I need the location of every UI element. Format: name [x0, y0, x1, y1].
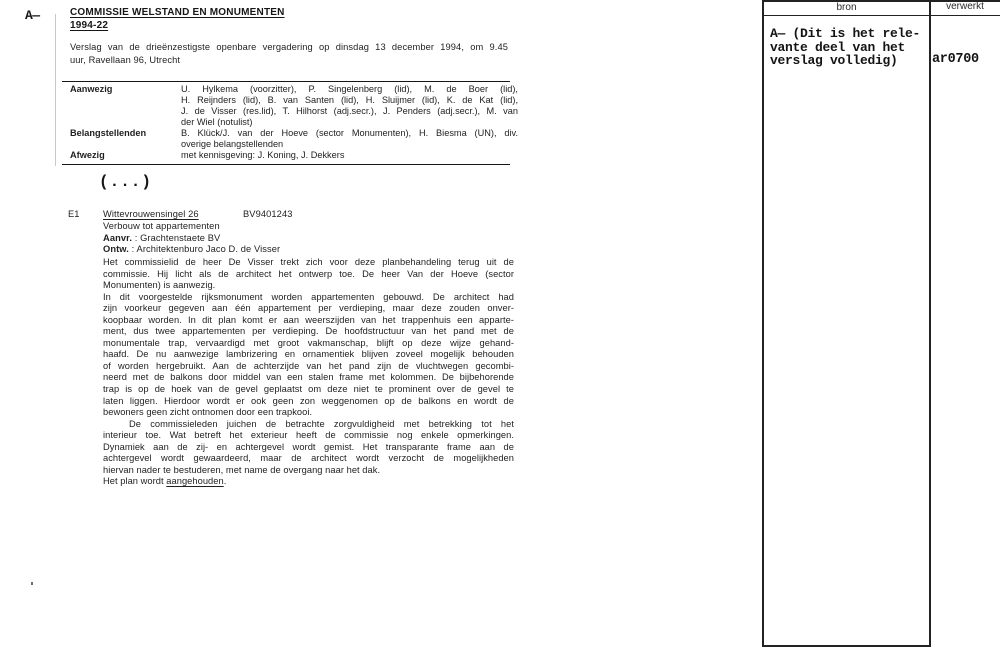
- body-line: neerd met de balkons door middel van een stalen frame met kolommen. De bijbehorende: [103, 372, 514, 383]
- body-line: haafd. De nu aanwezige lambrizering en ornamentiek blijven zoveel mogelijk behouden: [103, 349, 514, 360]
- meeting-intro-line: uur, Ravellaan 96, Utrecht: [70, 55, 181, 65]
- body-line: interieur toe. Wat betreft het exterieur heeft de commissie nog enkele opmerkingen.: [103, 430, 514, 441]
- decision-word: aangehouden: [166, 476, 224, 487]
- attendance-value: [181, 84, 518, 128]
- attendance-label: Afwezig: [70, 150, 105, 160]
- case-subtitle: Verbouw tot appartementen: [103, 220, 220, 231]
- report-number: 1994-22: [70, 19, 109, 31]
- body-line: koopbaar worden. In dit plan komt er aan weerszijden van het trappenhuis een apparte-: [103, 314, 514, 325]
- commission-title: COMMISSIE WELSTAND EN MONUMENTEN: [70, 7, 285, 18]
- verwerkt-code: ar0700: [932, 52, 979, 67]
- body-line: Het commissielid de heer De Visser trekt zich voor deze planbehandeling terug uit de: [103, 257, 514, 267]
- bron-annotation: [770, 27, 928, 68]
- attendance-label: Belangstellenden: [70, 128, 147, 138]
- designer-value: : Architektenburo Jaco D. de Visser: [128, 244, 281, 255]
- case-title-row: [68, 209, 293, 221]
- attendance-value-line: U. Hylkema (voorzitter), P. Singelenberg (lid), M. de Boer (lid),: [181, 84, 518, 94]
- body-line: ment, dus twee appartementen per verdieping. De hoofdstructuur van het pand met de: [103, 326, 514, 337]
- attendance-value-line: J. de Visser (res.lid), T. Hilhorst (adj.secr.), J. Penders (adj.secr.), M. van: [181, 106, 518, 116]
- case-item-number: E1: [68, 209, 80, 219]
- bron-annotation-line: A— (Dit is het rele-: [770, 26, 921, 41]
- body-line: Monumenten) is aanwezig.: [103, 280, 216, 291]
- side-table-left-border: [762, 0, 764, 647]
- body-line: monumentale trap, vervaardigd met groot vakmanschap, blijft op deze wijze gehand-: [103, 337, 514, 348]
- body-line: bewoners geen zicht ontnomen door een trapkooi.: [103, 407, 313, 418]
- case-file-number: BV9401243: [243, 209, 293, 219]
- page-speck: [31, 582, 33, 585]
- attendance-value-line: der Wiel (notulist): [181, 117, 253, 127]
- designer-row: [103, 244, 293, 256]
- attendance-value-line: B. Klück/J. van der Hoeve (sector Monumenten), H. Biesma (UN), div.: [181, 128, 518, 138]
- attendance-row: [62, 150, 510, 161]
- case-street: Wittevrouwensingel 26: [103, 209, 199, 219]
- omission-mark: (...): [99, 173, 153, 191]
- applicant-label: Aanvr.: [103, 232, 133, 243]
- attendance-value-line: overige belangstellenden: [181, 139, 284, 149]
- applicant-row: [103, 233, 293, 245]
- attendance-label: Aanwezig: [70, 84, 113, 94]
- decision-suffix: .: [223, 476, 227, 487]
- attendance-table: [62, 81, 518, 165]
- body-line: trap is op de hoek van de gevel geplaatst om deze niet te prominent over de gevel te: [103, 384, 514, 395]
- body-line: De commissieleden juichen de betrachte zorgvuldigheid met betrekking tot het: [129, 418, 514, 429]
- left-margin-line: [55, 14, 56, 166]
- designer-label: Ontw.: [103, 244, 129, 255]
- body-line: of worden hergebruikt. Aan de achterzijde van het pand zijn de vluchtwegen gecombi-: [103, 360, 514, 371]
- body-line: laten liggen. Hierdoor wordt er ook geen zon weggenomen op de balkons en wordt de: [103, 395, 514, 406]
- body-line: achtergevel wordt gewaardeerd, maar de architect wordt verzocht de mogelijkheden: [103, 453, 514, 464]
- side-table-header-rule: [762, 15, 1000, 17]
- margin-annotation-a: A—: [25, 8, 40, 23]
- attendance-value: [181, 128, 518, 150]
- decision-line: [103, 476, 514, 488]
- meeting-intro-line: Verslag van de drieënzestigste openbare vergadering op dinsdag 13 december 1994, om 9.45: [70, 42, 508, 52]
- bron-annotation-line: verslag volledig): [770, 53, 898, 69]
- body-line: In dit voorgestelde rijksmonument worden appartementen gebouwd. De architect had: [103, 291, 514, 302]
- verwerkt-column-header: verwerkt: [946, 1, 984, 12]
- attendance-value: [181, 150, 518, 161]
- body-line: Dynamiek aan de zij- en achtergevel wordt gemist. Het transparante frame aan de: [103, 441, 514, 452]
- body-line: zijn voorkeur gegeven aan één appartement per verdieping, maar deze zouden onver-: [103, 303, 514, 314]
- side-table-column-divider: [929, 0, 931, 647]
- attendance-value-line: H. Reijnders (lid), B. van Santen (lid), H. Sluijmer (lid), K. de Kat (lid),: [181, 95, 518, 105]
- attendance-row: [62, 128, 518, 150]
- bron-annotation-line: vante deel van het: [770, 39, 906, 55]
- attendance-value-line: met kennisgeving: J. Koning, J. Dekkers: [181, 150, 345, 160]
- header-block: [70, 7, 285, 32]
- meeting-intro: [70, 41, 508, 67]
- bron-column-header: bron: [836, 2, 857, 13]
- case-body: [103, 257, 514, 488]
- attendance-row: [62, 84, 518, 128]
- applicant-value: : Grachtenstaete BV: [132, 232, 221, 243]
- side-table-bottom-border: [762, 645, 931, 647]
- body-line: hiervan nader te bestuderen, met name de overgang naar het dak.: [103, 464, 381, 475]
- decision-prefix: Het plan wordt: [103, 476, 167, 487]
- case-header: [68, 209, 293, 256]
- body-line: commissie. Hij licht als de architect het ontwerp toe. De heer Van der Hoeve (sector: [103, 268, 514, 279]
